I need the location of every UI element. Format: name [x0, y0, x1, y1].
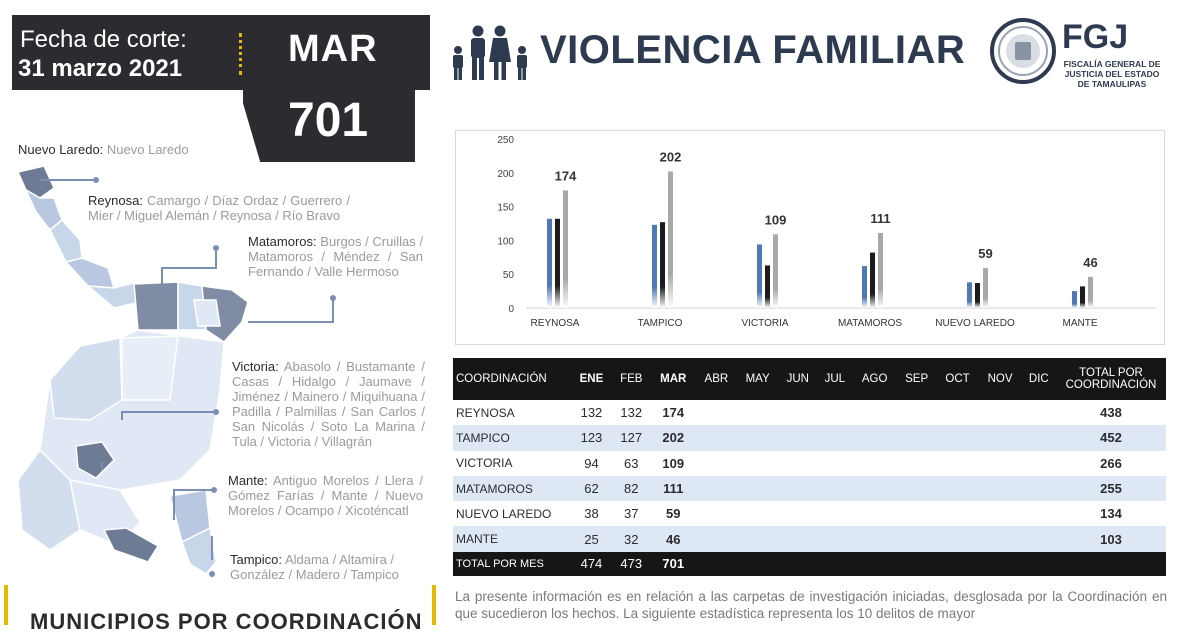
table-cell — [979, 451, 1022, 476]
coord-reynosa — [88, 193, 350, 223]
table-cell: 174 — [662, 405, 685, 421]
table-cell — [737, 526, 779, 551]
table-row — [453, 400, 1166, 425]
y-tick-label: 200 — [497, 168, 514, 180]
coord-municipalities: Camargo / Díaz Ordaz / Guerrero / Mier / Miguel Alemán / Reynosa / Río Bravo — [88, 193, 350, 223]
bar-feb — [765, 265, 770, 308]
table-cell: 132 — [580, 405, 603, 421]
footer-cell — [696, 552, 737, 576]
row-label: MANTE — [453, 526, 571, 551]
data-label: 111 — [870, 210, 891, 226]
bar-mar — [1088, 277, 1093, 308]
table-cell — [979, 476, 1022, 501]
table-cell — [696, 526, 737, 551]
map-reynosa-mid — [50, 220, 82, 262]
bar-ene — [967, 282, 972, 308]
table-cell — [853, 526, 897, 551]
table-cell: 37 — [624, 506, 639, 522]
table-cell — [897, 400, 937, 425]
table-cell: 132 — [620, 405, 643, 421]
x-tick-label: MANTE — [1062, 318, 1098, 329]
bar-ene — [1072, 291, 1077, 308]
bar-ene — [547, 219, 552, 308]
map-matamoros-inner — [194, 300, 220, 326]
table-cell — [1022, 526, 1056, 551]
footer-cell: 473 — [612, 552, 651, 576]
coord-municipalities: Nuevo Laredo — [106, 142, 189, 157]
table-footer-row — [453, 552, 1166, 576]
bar-chart-svg — [456, 131, 1166, 346]
family-icon — [448, 24, 534, 82]
coord-municipalities: Aldama / Altamira / González / Madero / Tampico — [230, 552, 399, 582]
x-tick-label: MATAMOROS — [837, 318, 903, 329]
table-cell — [696, 476, 737, 501]
org-full-name: FISCALÍA GENERAL DE JUSTICIA DEL ESTADO DE TAMAULIPAS — [1063, 59, 1161, 89]
table-cell: 134 — [1100, 506, 1122, 522]
table-cell — [737, 451, 779, 476]
column-header: AGO — [853, 358, 897, 400]
table-cell — [897, 425, 937, 450]
bar-ene — [652, 225, 657, 308]
table-cell — [1022, 425, 1056, 450]
table-cell — [778, 451, 817, 476]
data-label: 174 — [554, 168, 577, 184]
table-cell: 109 — [662, 455, 685, 471]
table-cell: 62 — [571, 476, 612, 501]
table-cell — [778, 425, 817, 450]
row-label: MATAMOROS — [453, 476, 571, 501]
table-cell — [979, 425, 1022, 450]
map-reynosa-east — [66, 258, 114, 288]
table-cell: 202 — [651, 425, 696, 450]
table-cell — [937, 526, 979, 551]
table-cell: 127 — [612, 425, 651, 450]
table-cell — [937, 451, 979, 476]
table-cell — [1022, 501, 1056, 526]
table-cell — [853, 451, 897, 476]
y-tick-label: 150 — [497, 202, 514, 214]
bar-mar — [668, 171, 673, 308]
data-label: 59 — [978, 246, 993, 262]
table-cell — [817, 451, 852, 476]
x-tick-label: REYNOSA — [530, 318, 580, 329]
coord-name: Mante: — [228, 473, 268, 488]
dotted-divider — [239, 33, 242, 75]
bar-mar — [563, 190, 568, 308]
org-short-name: FGJ — [1062, 18, 1129, 56]
column-header: MAR — [651, 358, 696, 400]
table-cell: 82 — [612, 476, 651, 501]
column-header: COORDINACIÓN — [453, 358, 571, 400]
table-cell — [778, 400, 817, 425]
table-cell — [897, 476, 937, 501]
bar-feb — [1080, 286, 1085, 308]
coord-name: Reynosa: — [88, 193, 143, 208]
column-header: DIC — [1022, 358, 1056, 400]
coord-name: Tampico: — [230, 552, 283, 567]
footer-cell — [853, 552, 897, 576]
table-cell — [937, 476, 979, 501]
footer-cell — [1056, 552, 1166, 576]
x-tick-label: NUEVO LAREDO — [935, 318, 1015, 329]
cut-date-value: 31 marzo 2021 — [18, 55, 183, 82]
coord-name: Nuevo Laredo: — [18, 142, 104, 157]
table-cell — [737, 400, 779, 425]
column-header: TOTAL POR COORDINACIÓN — [1056, 358, 1166, 400]
x-tick-label: VICTORIA — [741, 318, 789, 329]
table-cell — [817, 425, 852, 450]
data-label: 202 — [659, 149, 682, 165]
column-header: OCT — [937, 358, 979, 400]
coord-tampico — [230, 552, 420, 582]
table-cell: 63 — [624, 455, 639, 471]
note-paragraph: La presente información es en relación a las carpetas de investigación iniciadas, desglosada por la Coordinación en que sucedieron los hechos. La siguiente estadística representa los 10 delitos de mayor — [455, 589, 1167, 621]
table-cell — [737, 501, 779, 526]
y-tick-label: 250 — [497, 135, 514, 146]
table-cell — [853, 425, 897, 450]
footer-cell — [897, 552, 937, 576]
map-mante-core — [104, 528, 158, 562]
table-cell — [937, 425, 979, 450]
column-header: JUN — [778, 358, 817, 400]
x-tick-label: TAMPICO — [637, 318, 683, 329]
table-cell — [897, 501, 937, 526]
footer-cell — [1022, 552, 1056, 576]
column-header: ABR — [696, 358, 737, 400]
table-cell — [1022, 476, 1056, 501]
bar-chart — [455, 130, 1165, 345]
bar-feb — [555, 219, 560, 308]
table-cell — [853, 501, 897, 526]
column-header: NOV — [979, 358, 1022, 400]
table-cell — [853, 476, 897, 501]
footer-cell — [937, 552, 979, 576]
seal-icon — [990, 18, 1056, 84]
footer-cell: 474 — [571, 552, 612, 576]
month-name: MAR — [288, 28, 378, 70]
table-cell — [1022, 451, 1056, 476]
table-cell — [853, 400, 897, 425]
bar-feb — [975, 283, 980, 308]
table-cell — [937, 400, 979, 425]
table-cell — [696, 501, 737, 526]
table-cell — [778, 526, 817, 551]
table-cell — [979, 526, 1022, 551]
coord-nuevo-laredo — [18, 142, 189, 157]
accent-bar-right — [432, 585, 436, 625]
table-cell: 94 — [584, 455, 599, 471]
table-cell: 266 — [1100, 455, 1122, 471]
table-row — [453, 501, 1166, 526]
footer-cell — [817, 552, 852, 576]
page-title: VIOLENCIA FAMILIAR — [540, 28, 966, 72]
table-cell: 255 — [1056, 476, 1166, 501]
table-cell — [897, 526, 937, 551]
row-label: NUEVO LAREDO — [456, 506, 552, 521]
data-label: 46 — [1083, 254, 1098, 270]
y-tick-label: 50 — [502, 270, 514, 282]
table-cell — [817, 476, 852, 501]
table-cell — [696, 425, 737, 450]
table-cell — [937, 501, 979, 526]
table-cell — [778, 476, 817, 501]
column-header: JUL — [817, 358, 852, 400]
table-row — [453, 451, 1166, 476]
column-header: ENE — [571, 358, 612, 400]
table-cell: 32 — [612, 526, 651, 551]
table-cell: 25 — [571, 526, 612, 551]
map-matamoros-west — [134, 282, 178, 330]
coord-municipalities: Abasolo / Bustamante / Casas / Hidalgo / Jaumave / Jiménez / Mainero / Miquihuana / Padilla / Palmillas / San Carlos / San Nicolás / Soto La Marina / Tula / Victoria / Villagrán — [232, 359, 425, 449]
table-cell: 103 — [1056, 526, 1166, 551]
table-cell — [817, 400, 852, 425]
map-nuevo-laredo — [18, 166, 54, 198]
coord-mante — [228, 473, 423, 518]
data-label: 109 — [764, 212, 787, 228]
table-cell — [778, 501, 817, 526]
footer-cell: 701 — [651, 552, 696, 576]
y-tick-label: 0 — [508, 304, 514, 315]
bar-feb — [870, 253, 875, 308]
footer-label: TOTAL POR MES — [453, 552, 571, 576]
bar-mar — [983, 268, 988, 308]
column-header: MAY — [737, 358, 779, 400]
bar-mar — [773, 234, 778, 308]
table-cell — [979, 501, 1022, 526]
row-label: VICTORIA — [456, 456, 513, 471]
data-table — [453, 358, 1166, 576]
table-cell: 59 — [666, 506, 681, 522]
table-cell: 123 — [571, 425, 612, 450]
table-header-row — [453, 358, 1166, 400]
table-row — [453, 425, 1166, 450]
bar-feb — [660, 222, 665, 308]
y-tick-label: 100 — [497, 236, 514, 248]
accent-bar-left — [4, 585, 8, 625]
table-cell — [979, 400, 1022, 425]
coord-municipalities: Antiguo Morelos / Llera / Gómez Farías / Mante / Nuevo Morelos / Ocampo / Xicoténcatl — [228, 473, 423, 518]
coord-victoria — [232, 359, 425, 449]
table-row — [453, 526, 1166, 551]
table-cell — [737, 476, 779, 501]
bar-ene — [757, 244, 762, 308]
table-cell — [737, 425, 779, 450]
coord-matamoros — [248, 234, 423, 279]
column-header: FEB — [612, 358, 651, 400]
table-cell — [696, 451, 737, 476]
row-label: REYNOSA — [456, 405, 515, 420]
table-cell: 438 — [1100, 405, 1122, 421]
table-cell: 452 — [1056, 425, 1166, 450]
table-row — [453, 476, 1166, 501]
table-cell — [897, 451, 937, 476]
footer-cell — [778, 552, 817, 576]
table-cell — [1022, 400, 1056, 425]
coord-name: Victoria: — [232, 359, 279, 374]
coord-name: Matamoros: — [248, 234, 317, 249]
footer-cell — [737, 552, 779, 576]
column-header: SEP — [897, 358, 937, 400]
bar-mar — [878, 233, 883, 308]
table-cell — [817, 526, 852, 551]
cut-date-label: Fecha de corte: — [20, 26, 187, 53]
row-label: TAMPICO — [453, 425, 571, 450]
table-cell — [696, 400, 737, 425]
map-victoria-east — [122, 336, 178, 400]
bar-ene — [862, 266, 867, 308]
table-cell: 46 — [651, 526, 696, 551]
table-cell — [817, 501, 852, 526]
table-cell: 38 — [584, 506, 599, 522]
municipalities-section-title: MUNICIPIOS POR COORDINACIÓN — [30, 609, 423, 634]
table-cell: 111 — [651, 476, 696, 501]
footer-cell — [979, 552, 1022, 576]
month-total: 701 — [288, 94, 369, 147]
coord-municipalities: Burgos / Cruillas / Matamoros / Méndez / San Fernando / Valle Hermoso — [248, 234, 423, 279]
